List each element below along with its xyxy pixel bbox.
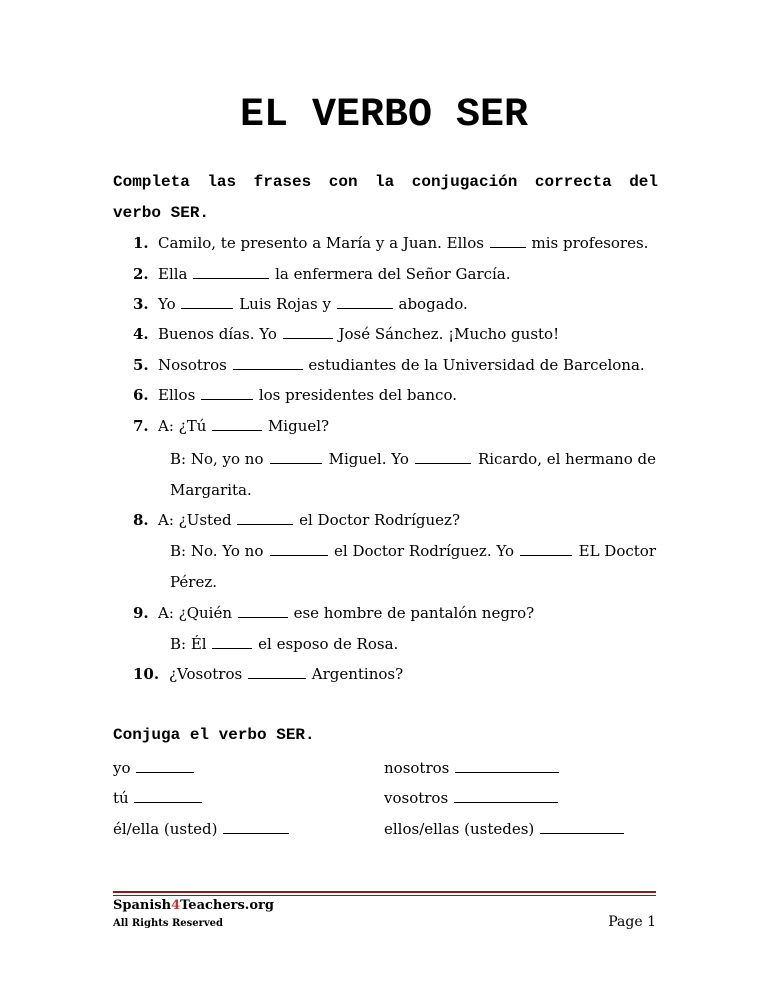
footer-brand: [113, 897, 274, 915]
item-number: 9.: [133, 604, 149, 622]
answer-blank[interactable]: [454, 787, 558, 803]
exercise-item: [158, 509, 460, 531]
brand-accent: 4: [171, 898, 181, 913]
conjugate-heading: Conjuga el verbo SER.: [113, 726, 315, 744]
item-text: B: Él: [170, 635, 207, 653]
exercise-item-continuation: [170, 448, 656, 470]
item-text: Ellos: [158, 386, 196, 404]
item-number: 3.: [133, 295, 149, 313]
item-text: la enfermera del Señor García.: [275, 265, 511, 283]
item-number: 2.: [133, 265, 149, 283]
item-number: 10.: [133, 665, 160, 683]
pronoun-label: nosotros: [384, 759, 450, 777]
footer-divider: [113, 891, 656, 893]
exercise-item: [158, 384, 457, 406]
item-text: Margarita.: [170, 481, 252, 499]
conjugation-nosotros: [384, 757, 560, 779]
answer-blank[interactable]: [238, 602, 288, 618]
exercise-item-continuation: [170, 633, 398, 655]
item-text: Ella: [158, 265, 188, 283]
answer-blank[interactable]: [212, 415, 262, 431]
answer-blank[interactable]: [520, 540, 572, 556]
answer-blank[interactable]: [455, 757, 559, 773]
item-text: Ricardo, el hermano de: [477, 450, 656, 468]
conjugation-ellos: [384, 818, 625, 840]
item-text: los presidentes del banco.: [258, 386, 457, 404]
item-text: Nosotros: [158, 356, 227, 374]
exercise-item: [158, 415, 329, 437]
item-text: A: ¿Usted: [158, 511, 232, 529]
exercise-item: [158, 293, 468, 315]
item-text: Buenos días. Yo: [158, 325, 277, 343]
item-text: el Doctor Rodríguez. Yo: [334, 542, 514, 560]
exercise-item-continuation: [170, 540, 656, 562]
item-text: B: No, yo no: [170, 450, 264, 468]
item-text: Miguel. Yo: [328, 450, 409, 468]
conjugation-tu: [113, 787, 203, 809]
answer-blank[interactable]: [283, 323, 333, 339]
answer-blank[interactable]: [248, 663, 306, 679]
conjugation-yo: [113, 757, 195, 779]
exercise-item: [158, 354, 645, 376]
page-title: EL VERBO SER: [239, 93, 529, 138]
item-text: José Sánchez. ¡Mucho gusto!: [338, 325, 560, 343]
item-text: Pérez.: [170, 573, 218, 591]
brand-text: Teachers.org: [180, 898, 274, 913]
item-text: Argentinos?: [311, 665, 404, 683]
pronoun-label: él/ella (usted): [113, 820, 218, 838]
answer-blank[interactable]: [201, 384, 253, 400]
answer-blank[interactable]: [490, 232, 526, 248]
answer-blank[interactable]: [193, 263, 269, 279]
item-text: estudiantes de la Universidad de Barcelona.: [308, 356, 645, 374]
exercise-item: [158, 323, 559, 345]
answer-blank[interactable]: [134, 787, 202, 803]
item-text: el esposo de Rosa.: [258, 635, 399, 653]
item-text: A: ¿Quién: [158, 604, 232, 622]
answer-blank[interactable]: [270, 448, 322, 464]
answer-blank[interactable]: [270, 540, 328, 556]
item-text: ¿Vosotros: [169, 665, 243, 683]
exercise-item: [158, 263, 511, 285]
footer-divider-thin: [113, 895, 656, 896]
item-number: 6.: [133, 386, 149, 404]
exercise-item: [158, 232, 648, 254]
item-number: 8.: [133, 511, 149, 529]
footer-rights: All Rights Reserved: [113, 918, 224, 929]
exercise-item: [158, 602, 534, 624]
item-number: 5.: [133, 356, 149, 374]
instructions: Completa las frases con la conjugación correcta del verbo SER.: [113, 173, 658, 222]
answer-blank[interactable]: [181, 293, 233, 309]
page-number: Page 1: [608, 914, 656, 930]
pronoun-label: yo: [113, 759, 131, 777]
exercise-item: [169, 663, 403, 685]
item-text: Camilo, te presento a María y a Juan. Ellos: [158, 234, 484, 252]
item-text: A: ¿Tú: [158, 417, 207, 435]
answer-blank[interactable]: [223, 818, 289, 834]
conjugation-vosotros: [384, 787, 559, 809]
item-text: Miguel?: [267, 417, 330, 435]
item-number: 7.: [133, 417, 149, 435]
brand-text: Spanish: [113, 898, 172, 913]
pronoun-label: ellos/ellas (ustedes): [384, 820, 535, 838]
answer-blank[interactable]: [337, 293, 393, 309]
answer-blank[interactable]: [212, 633, 252, 649]
item-text: Luis Rojas y: [239, 295, 331, 313]
item-number: 1.: [133, 234, 149, 252]
conjugation-el: [113, 818, 290, 840]
item-text: ese hombre de pantalón negro?: [293, 604, 535, 622]
answer-blank[interactable]: [237, 509, 293, 525]
item-text: abogado.: [398, 295, 468, 313]
item-text: mis profesores.: [531, 234, 649, 252]
item-text: el Doctor Rodríguez?: [299, 511, 460, 529]
item-text: EL Doctor: [578, 542, 656, 560]
pronoun-label: vosotros: [384, 789, 449, 807]
item-text: B: No. Yo no: [170, 542, 264, 560]
item-text: Yo: [158, 295, 176, 313]
pronoun-label: tú: [113, 789, 129, 807]
answer-blank[interactable]: [136, 757, 194, 773]
answer-blank[interactable]: [415, 448, 471, 464]
answer-blank[interactable]: [540, 818, 624, 834]
answer-blank[interactable]: [233, 354, 303, 370]
item-number: 4.: [133, 325, 149, 343]
